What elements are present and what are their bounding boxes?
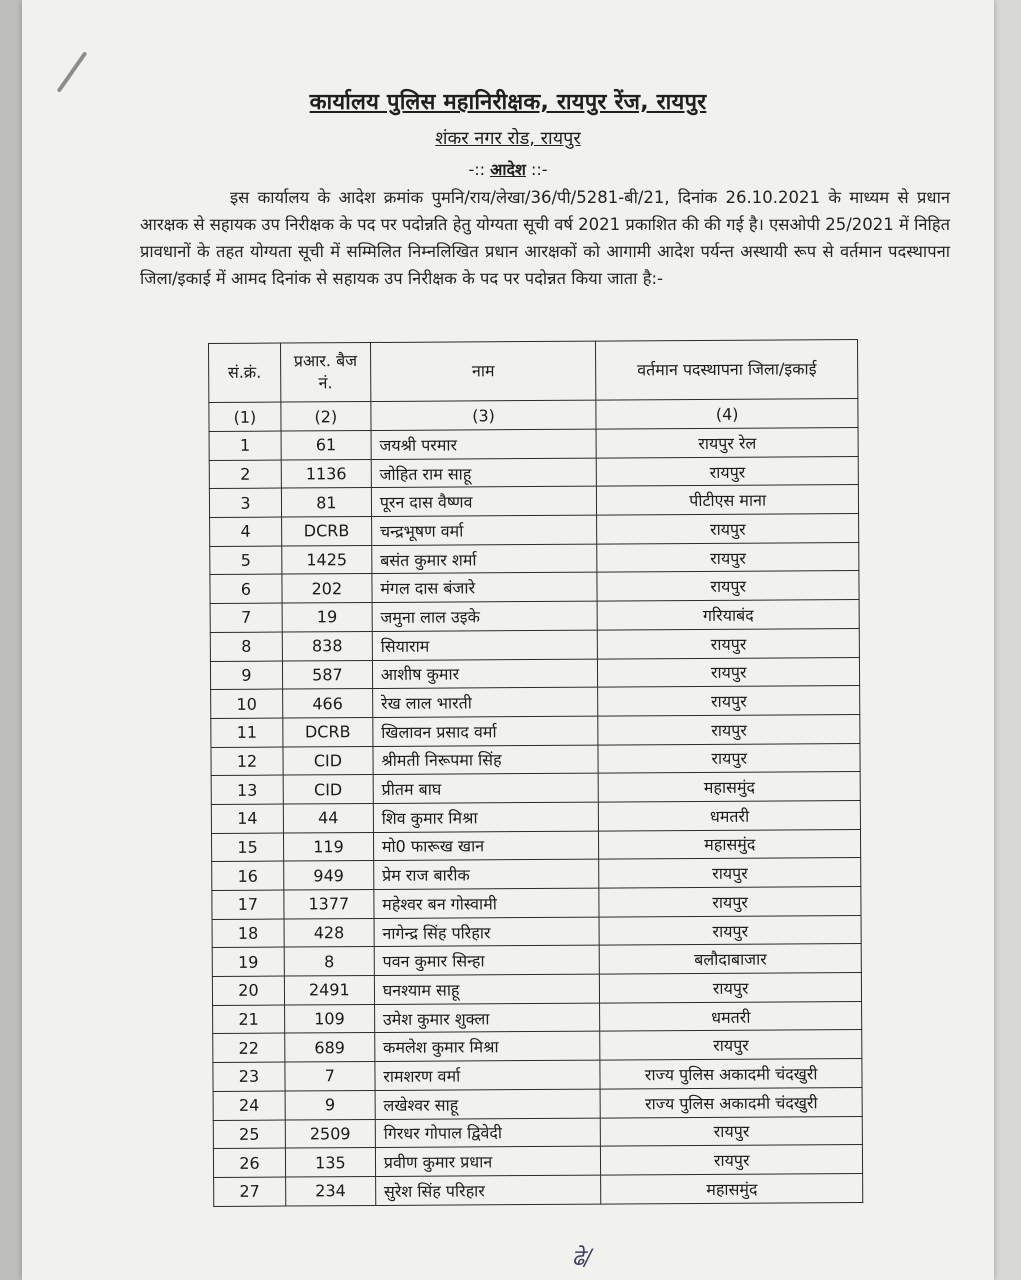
cell-posting: धमतरी: [599, 800, 861, 830]
cell-serial: 18: [212, 919, 284, 948]
cell-name: रेख लाल भारती: [372, 687, 598, 717]
table-row: [213, 1001, 862, 1034]
cell-name: महेश्वर बन गोस्वामी: [374, 888, 600, 918]
table-row: [209, 428, 858, 461]
table-row: [209, 456, 858, 489]
table-row: [209, 485, 858, 518]
table-row: [211, 772, 860, 805]
cell-posting: रायपुर: [597, 514, 859, 544]
signature: ढे/: [572, 1246, 592, 1271]
cell-posting: रायपुर: [597, 571, 859, 601]
cell-posting: बलौदाबाजार: [600, 944, 862, 974]
column-number-row: [209, 399, 858, 432]
colnum-3: (3): [371, 400, 597, 430]
table-row: [211, 829, 860, 862]
table-row: [213, 1116, 862, 1149]
cell-badge: 587: [282, 660, 372, 689]
cell-badge: 135: [285, 1148, 375, 1177]
table-row: [212, 887, 861, 920]
table-row: [212, 944, 861, 977]
cell-badge: 1136: [281, 459, 371, 488]
cell-serial: 6: [210, 574, 282, 603]
cell-badge: DCRB: [281, 517, 371, 546]
cell-posting: रायपुर: [598, 714, 860, 744]
cell-serial: 27: [214, 1177, 286, 1206]
cell-serial: 15: [211, 833, 283, 862]
cell-name: कमलेश कुमार मिश्रा: [375, 1032, 601, 1062]
cell-badge: 8: [284, 947, 374, 976]
table-row: [210, 657, 859, 690]
colnum-1: (1): [209, 402, 281, 431]
cell-badge: 81: [281, 488, 371, 517]
cell-badge: 9: [285, 1090, 375, 1119]
cell-name: आशीष कुमार: [372, 659, 598, 689]
cell-posting: महासमुंद: [599, 772, 861, 802]
cell-name: मो0 फारूख खान: [373, 831, 599, 861]
cell-serial: 26: [213, 1148, 285, 1177]
cell-badge: 109: [284, 1004, 374, 1033]
cell-name: पवन कुमार सिन्हा: [374, 945, 600, 975]
right-shadow: [994, 0, 1021, 1280]
cell-serial: 23: [213, 1062, 285, 1091]
cell-serial: 8: [210, 632, 282, 661]
cell-name: खिलावन प्रसाद वर्मा: [373, 716, 599, 746]
cell-serial: 10: [211, 689, 283, 718]
cell-badge: 61: [281, 431, 371, 460]
cell-name: सियाराम: [372, 630, 598, 660]
cell-name: रामशरण वर्मा: [375, 1060, 601, 1090]
cell-badge: 2509: [285, 1119, 375, 1148]
cell-badge: 19: [282, 603, 372, 632]
cell-serial: 16: [212, 861, 284, 890]
cell-posting: रायपुर: [601, 1145, 863, 1175]
cell-badge: 466: [283, 689, 373, 718]
table-row: [210, 628, 859, 661]
order-paragraph: इस कार्यालय के आदेश क्रमांक पुमनि/राय/लेखा/36/पी/5281-बी/21, दिनांक 26.10.2021 के माध्यम से प्रधान आरक्षक से सहायक उप निरीक्षक के पद पर पदोन्नति हेतु योग्यता सूची वर्ष 2021 प्रकाशित की की गई है। एसओपी 25/2021 में निहित प्रावधानों के तहत योग्यता सूची में सम्मिलित निम्नलिखित प्रधान आरक्षकों को आगामी आदेश पर्यन्त अस्थायी रूप से वर्तमान पदस्थापना जिला/इकाई में आमद दिनांक से सहायक उप निरीक्षक के पद पर पदोन्नत किया जाता है:-: [140, 188, 950, 288]
cell-badge: 1425: [282, 545, 372, 574]
table-row: [210, 571, 859, 604]
cell-serial: 5: [210, 546, 282, 575]
table-row: [212, 915, 861, 948]
cell-badge: 202: [282, 574, 372, 603]
cell-serial: 21: [213, 1005, 285, 1034]
colnum-4: (4): [596, 399, 858, 430]
cell-badge: 234: [286, 1176, 376, 1205]
table-row: [211, 686, 860, 719]
cell-posting: पीटीएस माना: [597, 485, 859, 515]
table-row: [213, 1030, 862, 1063]
table-row: [211, 714, 860, 747]
cell-posting: रायपुर: [598, 628, 860, 658]
cell-badge: 838: [282, 631, 372, 660]
order-suffix: ::-: [525, 160, 548, 179]
cell-badge: 1377: [284, 889, 374, 918]
cell-badge: DCRB: [283, 717, 373, 746]
colnum-2: (2): [281, 402, 371, 432]
cell-posting: रायपुर: [598, 657, 860, 687]
cell-serial: 22: [213, 1033, 285, 1062]
cell-badge: 949: [284, 861, 374, 890]
cell-serial: 14: [211, 804, 283, 833]
cell-serial: 20: [212, 976, 284, 1005]
cell-serial: 11: [211, 718, 283, 747]
cell-badge: 7: [285, 1062, 375, 1091]
cell-name: प्रेम राज बारीक: [373, 859, 599, 889]
header-serial: सं.क्रं.: [209, 343, 281, 402]
cell-name: घनश्याम साहू: [374, 974, 600, 1004]
cell-name: जयश्री परमार: [371, 429, 597, 459]
office-heading: कार्यालय पुलिस महानिरीक्षक, रायपुर रेंज, रायपुर: [309, 90, 707, 115]
order-body: [140, 184, 950, 292]
cell-badge: 2491: [284, 976, 374, 1005]
cell-serial: 4: [210, 517, 282, 546]
table-row: [212, 973, 861, 1006]
cell-serial: 13: [211, 775, 283, 804]
cell-badge: CID: [283, 746, 373, 775]
table-row: [213, 1087, 862, 1120]
cell-posting: महासमुंद: [599, 829, 861, 859]
table-row: [213, 1145, 862, 1178]
table-row: [212, 858, 861, 891]
cell-serial: 24: [213, 1091, 285, 1120]
cell-name: सुरेश सिंह परिहार: [375, 1175, 601, 1205]
cell-badge: 119: [283, 832, 373, 861]
cell-serial: 19: [212, 947, 284, 976]
table-row: [211, 800, 860, 833]
cell-serial: 9: [210, 661, 282, 690]
cell-name: जोहित राम साहू: [371, 458, 597, 488]
cell-posting: रायपुर रेल: [596, 428, 858, 458]
cell-serial: 12: [211, 747, 283, 776]
cell-badge: 689: [285, 1033, 375, 1062]
table-body: [209, 428, 863, 1207]
left-shadow: [0, 0, 22, 1280]
table-header-row: [209, 340, 858, 403]
cell-posting: रायपुर: [598, 686, 860, 716]
table-row: [210, 514, 859, 547]
cell-serial: 7: [210, 603, 282, 632]
cell-serial: 1: [209, 431, 281, 460]
cell-posting: रायपुर: [598, 743, 860, 773]
cell-name: बसंत कुमार शर्मा: [372, 544, 598, 574]
cell-posting: रायपुर: [601, 1116, 863, 1146]
cell-name: चन्द्रभूषण वर्मा: [371, 515, 597, 545]
cell-posting: रायपुर: [600, 973, 862, 1003]
cell-posting: राज्य पुलिस अकादमी चंदखुरी: [600, 1087, 862, 1117]
table-row: [213, 1059, 862, 1092]
cell-name: प्रीतम बाघ: [373, 773, 599, 803]
cell-posting: गरियाबंद: [598, 600, 860, 630]
header-badge: प्रआर. बैज नं.: [280, 343, 370, 403]
cell-badge: CID: [283, 775, 373, 804]
cell-name: शिव कुमार मिश्रा: [373, 802, 599, 832]
cell-name: प्रवीण कुमार प्रधान: [375, 1146, 601, 1176]
cell-name: श्रीमती निरूपमा सिंह: [373, 745, 599, 775]
promotion-table: [208, 339, 863, 1207]
cell-badge: 44: [283, 803, 373, 832]
table-row: [210, 600, 859, 633]
cell-posting: रायपुर: [600, 1030, 862, 1060]
table-row: [210, 542, 859, 575]
cell-name: मंगल दास बंजारे: [372, 573, 598, 603]
cell-name: नागेन्द्र सिंह परिहार: [374, 917, 600, 947]
cell-posting: धमतरी: [600, 1001, 862, 1031]
cell-posting: महासमुंद: [601, 1173, 863, 1203]
table-row: [211, 743, 860, 776]
cell-posting: रायपुर: [599, 887, 861, 917]
cell-serial: 2: [209, 460, 281, 489]
order-title: आदेश: [490, 160, 526, 179]
header-posting: वर्तमान पदस्थापना जिला/इकाई: [596, 340, 858, 401]
cell-name: लखेश्वर साहू: [375, 1089, 601, 1119]
cell-name: जमुना लाल उइके: [372, 601, 598, 631]
cell-posting: राज्य पुलिस अकादमी चंदखुरी: [600, 1059, 862, 1089]
order-heading: [22, 158, 994, 180]
cell-posting: रायपुर: [599, 858, 861, 888]
cell-serial: 17: [212, 890, 284, 919]
cell-badge: 428: [284, 918, 374, 947]
cell-posting: रायपुर: [597, 456, 859, 486]
order-prefix: -::: [468, 160, 491, 179]
cell-name: पूरन दास वैष्णव: [371, 487, 597, 517]
cell-serial: 25: [213, 1120, 285, 1149]
cell-posting: रायपुर: [597, 542, 859, 572]
cell-posting: रायपुर: [599, 915, 861, 945]
cell-name: गिरधर गोपाल द्विवेदी: [375, 1118, 601, 1148]
office-address: शंकर नगर रोड, रायपुर: [435, 128, 581, 149]
table-row: [214, 1173, 863, 1206]
cell-name: उमेश कुमार शुक्ला: [374, 1003, 600, 1033]
cell-serial: 3: [209, 488, 281, 517]
header-name: नाम: [370, 341, 596, 401]
